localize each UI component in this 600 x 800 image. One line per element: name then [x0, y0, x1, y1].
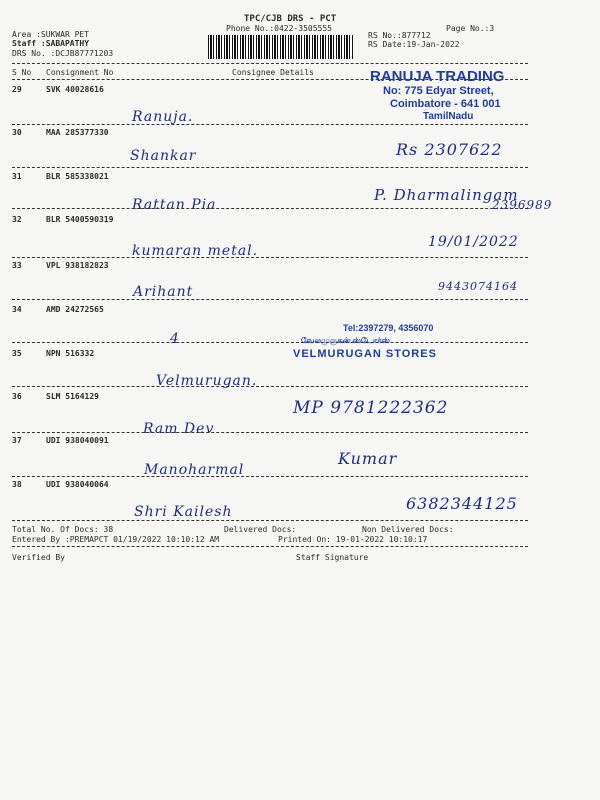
rs-number: RS No.:877712	[368, 31, 431, 40]
total-docs: Total No. Of Docs: 38	[12, 525, 114, 534]
staff-signature: Staff Signature	[296, 553, 369, 562]
row-consignee-handwriting: Ranuja.	[132, 109, 194, 125]
page-number: Page No.:3	[446, 24, 495, 33]
row-divider	[12, 476, 528, 477]
company-stamp-name: RANUJA TRADING	[370, 68, 505, 85]
row-sno: 35	[12, 349, 22, 358]
row-divider	[12, 167, 528, 168]
row-consignee-handwriting: Shri Kailesh	[134, 504, 233, 520]
row-consignment: UDI 938040091	[46, 436, 109, 445]
row-consignment: SVK 40028616	[46, 85, 104, 94]
staff-text: Staff :SABAPATHY	[12, 39, 90, 48]
signature: 9443074164	[438, 280, 518, 293]
row-sno: 33	[12, 261, 22, 270]
row-divider	[12, 124, 528, 125]
signature: MP 9781222362	[293, 398, 449, 418]
row-sno: 38	[12, 480, 22, 489]
row-consignment: NPN 516332	[46, 349, 95, 358]
row-divider	[12, 299, 528, 300]
store-stamp-phone: Tel:2397279, 4356070	[343, 323, 434, 333]
barcode	[208, 35, 354, 59]
row-consignment: BLR 5400590319	[46, 215, 114, 224]
company-stamp-city: Coimbatore - 641 001	[390, 98, 501, 110]
delivered-docs: Delivered Docs:	[224, 525, 297, 534]
row-consignee-handwriting: Velmurugan.	[156, 373, 258, 389]
row-sno: 32	[12, 215, 22, 224]
store-stamp-tamil: வேலமுருகன் ஸ்டோர்ஸ்	[301, 336, 390, 345]
row-divider	[12, 342, 528, 343]
row-consignment: AMD 24272565	[46, 305, 104, 314]
store-stamp-name: VELMURUGAN STORES	[293, 348, 437, 360]
non-delivered-docs: Non Delivered Docs:	[362, 525, 454, 534]
company-stamp-state: TamilNadu	[423, 111, 474, 122]
doc-title: TPC/CJB DRS - PCT	[244, 14, 337, 24]
footer-divider	[12, 546, 528, 547]
row-sno: 30	[12, 128, 22, 137]
row-sno: 29	[12, 85, 22, 94]
drs-number: DRS No. :DCJB87771203	[12, 49, 114, 58]
row-consignment: SLM 5164129	[46, 392, 99, 401]
row-consignee-handwriting: Ram Dev	[143, 421, 215, 437]
row-sno: 31	[12, 172, 22, 181]
row-divider	[12, 257, 528, 258]
row-consignee-handwriting: kumaran metal.	[132, 243, 259, 259]
signature: 6382344125	[406, 494, 518, 513]
row-consignment: VPL 938182823	[46, 261, 109, 270]
row-sno: 37	[12, 436, 22, 445]
row-consignee-handwriting: 4	[170, 331, 180, 347]
column-header-consignment: Consignment No	[46, 68, 114, 77]
row-consignment: BLR 585338021	[46, 172, 109, 181]
row-consignee-handwriting: Manoharmal	[144, 462, 245, 478]
signature: P. Dharmalingam	[374, 186, 519, 204]
row-consignment: UDI 938040064	[46, 480, 109, 489]
row-consignee-handwriting: Rattan Pia	[132, 197, 217, 213]
row-divider	[12, 386, 528, 387]
row-consignee-handwriting: Arihant	[133, 284, 194, 300]
row-divider	[12, 208, 528, 209]
signature: Kumar	[338, 449, 398, 468]
row-divider	[12, 432, 528, 433]
entered-by: Entered By :PREMAPCT 01/19/2022 10:10:12 AM	[12, 535, 220, 544]
row-consignee-handwriting: Shankar	[130, 148, 197, 164]
column-header-sno: S No	[12, 68, 32, 77]
signature: 19/01/2022	[428, 234, 519, 250]
signature: 2396989	[492, 198, 553, 212]
rs-date: RS Date:19-Jan-2022	[368, 40, 460, 49]
signature: Rs 2307622	[396, 140, 503, 159]
area-text: Area :SUKWAR PET	[12, 30, 90, 39]
row-consignment: MAA 285377330	[46, 128, 109, 137]
row-divider	[12, 520, 528, 521]
company-stamp-address: No: 775 Edyar Street,	[383, 85, 494, 97]
verified-by: Verified By	[12, 553, 65, 562]
row-sno: 34	[12, 305, 22, 314]
header-divider	[12, 63, 528, 64]
row-sno: 36	[12, 392, 22, 401]
printed-on: Printed On: 19-01-2022 10:10:17	[278, 535, 428, 544]
column-header-details: Consignee Details	[232, 68, 314, 77]
phone-number: Phone No.:0422-3505555	[226, 24, 332, 33]
